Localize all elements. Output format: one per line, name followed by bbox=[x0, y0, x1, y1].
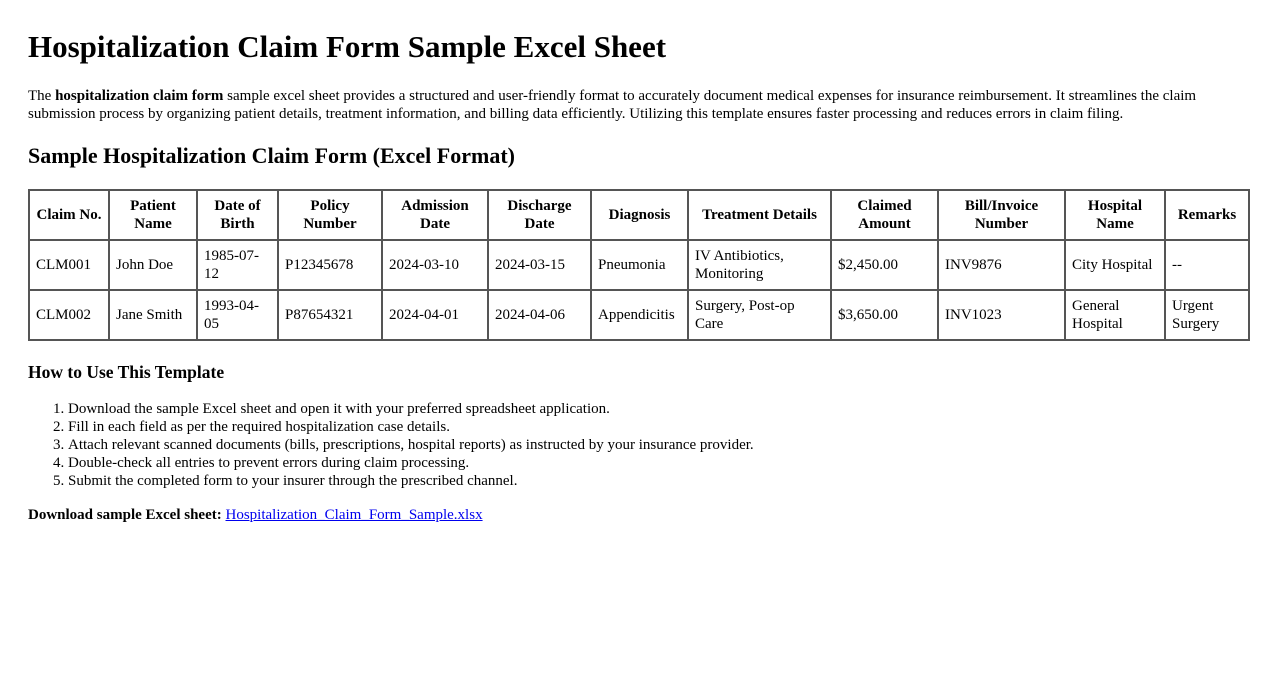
table-row bbox=[29, 290, 1249, 340]
cell-treatment-details: IV Antibiotics, Monitoring bbox=[688, 240, 831, 290]
col-policy-number: Policy Number bbox=[278, 190, 382, 240]
col-claimed-amount: Claimed Amount bbox=[831, 190, 938, 240]
col-dob: Date of Birth bbox=[197, 190, 278, 240]
download-label: Download sample Excel sheet: bbox=[28, 507, 222, 523]
cell-discharge-date: 2024-03-15 bbox=[488, 240, 591, 290]
col-discharge-date: Discharge Date bbox=[488, 190, 591, 240]
col-hospital-name: Hospital Name bbox=[1065, 190, 1165, 240]
cell-invoice-number: INV9876 bbox=[938, 240, 1065, 290]
cell-discharge-date: 2024-04-06 bbox=[488, 290, 591, 340]
section-title: Sample Hospitalization Claim Form (Excel Format) bbox=[28, 143, 515, 168]
document-page bbox=[0, 29, 1278, 524]
list-item: 2. Fill in each field as per the required hospitalization case details. bbox=[68, 418, 1250, 436]
intro-suffix: sample excel sheet provides a structured and user-friendly format to accurately document medical expenses for insurance reimbursement. It streamlines the claim submission process by organizing patient details, treatment information, and billing data efficiently. Utilizing this template ensures faster processing and reduces errors in claim filing. bbox=[28, 88, 1197, 122]
col-treatment-details: Treatment Details bbox=[688, 190, 831, 240]
intro-prefix: The bbox=[28, 88, 56, 104]
cell-dob: 1993-04-05 bbox=[197, 290, 278, 340]
cell-claimed-amount: $3,650.00 bbox=[831, 290, 938, 340]
cell-admission-date: 2024-04-01 bbox=[382, 290, 488, 340]
cell-patient-name: John Doe bbox=[109, 240, 197, 290]
cell-patient-name: Jane Smith bbox=[109, 290, 197, 340]
cell-claimed-amount: $2,450.00 bbox=[831, 240, 938, 290]
cell-policy-number: P87654321 bbox=[278, 290, 382, 340]
cell-remarks: Urgent Surgery bbox=[1165, 290, 1249, 340]
download-link[interactable]: Hospitalization_Claim_Form_Sample.xlsx bbox=[225, 507, 483, 523]
list-item: 3. Attach relevant scanned documents (bills, prescriptions, hospital reports) as instructed by your insurance provider. bbox=[68, 436, 1250, 454]
table-row bbox=[29, 240, 1249, 290]
table-header-row bbox=[29, 190, 1249, 240]
page-title: Hospitalization Claim Form Sample Excel Sheet bbox=[28, 29, 667, 64]
list-item: 4. Double-check all entries to prevent errors during claim processing. bbox=[68, 454, 1250, 472]
cell-invoice-number: INV1023 bbox=[938, 290, 1065, 340]
col-invoice-number: Bill/Invoice Number bbox=[938, 190, 1065, 240]
cell-diagnosis: Pneumonia bbox=[591, 240, 688, 290]
cell-claim-no: CLM001 bbox=[29, 240, 109, 290]
list-item: 1. Download the sample Excel sheet and open it with your preferred spreadsheet application. bbox=[68, 400, 1250, 418]
col-admission-date: Admission Date bbox=[382, 190, 488, 240]
cell-dob: 1985-07-12 bbox=[197, 240, 278, 290]
download-line bbox=[28, 506, 1250, 524]
cell-hospital-name: City Hospital bbox=[1065, 240, 1165, 290]
intro-paragraph bbox=[28, 87, 1250, 123]
howto-title: How to Use This Template bbox=[28, 362, 225, 382]
cell-policy-number: P12345678 bbox=[278, 240, 382, 290]
col-remarks: Remarks bbox=[1165, 190, 1249, 240]
list-item: 5. Submit the completed form to your insurer through the prescribed channel. bbox=[68, 472, 1250, 490]
cell-treatment-details: Surgery, Post-op Care bbox=[688, 290, 831, 340]
cell-remarks: -- bbox=[1165, 240, 1249, 290]
claim-table bbox=[28, 189, 1250, 341]
cell-diagnosis: Appendicitis bbox=[591, 290, 688, 340]
col-claim-no: Claim No. bbox=[29, 190, 109, 240]
cell-claim-no: CLM002 bbox=[29, 290, 109, 340]
col-patient-name: Patient Name bbox=[109, 190, 197, 240]
cell-hospital-name: General Hospital bbox=[1065, 290, 1165, 340]
intro-bold-term: hospitalization claim form bbox=[55, 88, 224, 104]
howto-steps-list bbox=[28, 400, 1250, 490]
cell-admission-date: 2024-03-10 bbox=[382, 240, 488, 290]
col-diagnosis: Diagnosis bbox=[591, 190, 688, 240]
